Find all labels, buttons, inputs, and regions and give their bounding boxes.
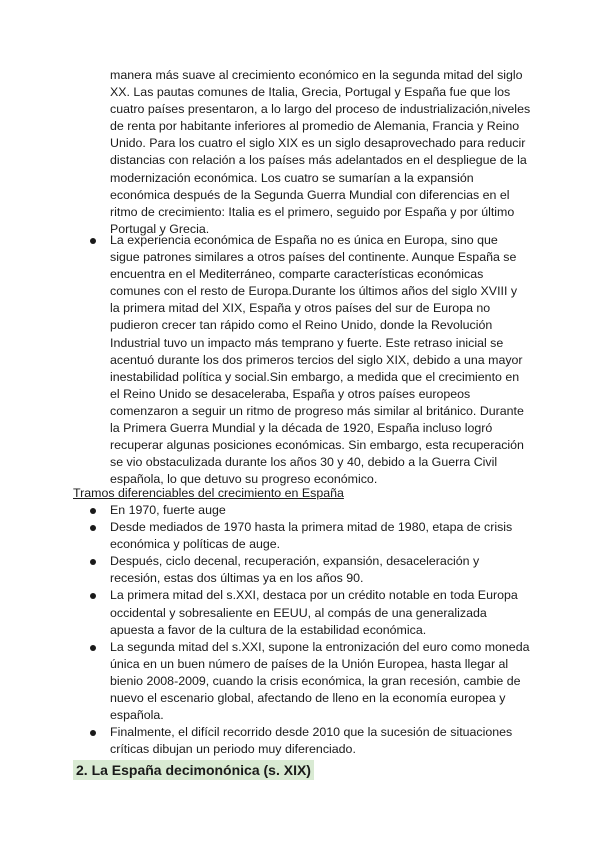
- list-item: [110, 587, 530, 638]
- section-title: 2. La España decimonónica (s. XIX): [73, 760, 314, 780]
- list-item: [110, 232, 530, 488]
- list-item: [110, 502, 530, 519]
- list-item-text: Desde mediados de 1970 hasta la primera mitad de 1980, etapa de crisis económica y políticas de auge.: [110, 520, 513, 552]
- bullet-icon: [90, 559, 96, 565]
- list-item-text: La experiencia económica de España no es única en Europa, sino que sigue patrones similares a otros países del continente. Aunque España se encuentra en el Mediterráneo, comparte características económicas comunes con el resto de Europa.Durante los últimos años del siglo XVIII y la primera mitad del XIX, España y otros países del sur de Europa no pudieron crecer tan rápido como el Reino Unido, donde la Revolución Industrial tuvo un impacto más temprano y fuerte. Este retraso inicial se acentuó durante los dos primeros tercios del siglo XIX, debido a una mayor inestabilidad política y social.Sin embargo, a medida que el crecimiento en el Reino Unido se desaceleraba, España y otros países europeos comenzaron a seguir un ritmo de progreso más similar al británico. Durante la Primera Guerra Mundial y la década de 1920, España incluso logró recuperar algunas posiciones económicas. Sin embargo, esta recuperación se vio obstaculizada durante los años 30 y 40, debido a la Guerra Civil española, lo que detuvo su progreso económico.: [110, 233, 524, 487]
- bullet-icon: [90, 525, 96, 531]
- list-item-text: En 1970, fuerte auge: [110, 503, 226, 517]
- bullet-icon: [90, 508, 96, 514]
- list-item: [110, 724, 530, 758]
- bullet-icon: [90, 593, 96, 599]
- list-item-text: Después, ciclo decenal, recuperación, expansión, desaceleración y recesión, estas dos últimas ya en los años 90.: [110, 554, 480, 586]
- list-item-text: Finalmente, el difícil recorrido desde 2010 que la sucesión de situaciones críticas dibujan un periodo muy diferenciado.: [110, 725, 513, 757]
- bullet-icon: [90, 645, 96, 651]
- subsection-heading: Tramos diferenciables del crecimiento en España: [73, 486, 344, 500]
- tramos-bullet-list: [110, 502, 530, 758]
- continuation-paragraph: manera más suave al crecimiento económico en la segunda mitad del siglo XX. Las pautas comunes de Italia, Grecia, Portugal y España fue que los cuatro países presentaron, a lo largo del proceso de industrialización,niveles de renta por habitante inferiores al promedio de Alemania, Francia y Reino Unido. Para los cuatro el siglo XIX es un siglo desaprovechado para reducir distancias con relación a los países más adelantados en el despliegue de la modernización económica. Los cuatro se sumarían a la expansión económica después de la Segunda Guerra Mundial con diferencias en el ritmo de crecimiento: Italia es el primero, seguido por España y por último Portugal y Grecia.: [110, 68, 531, 236]
- list-item: [110, 639, 530, 724]
- list-item-text: La segunda mitad del s.XXI, supone la entronización del euro como moneda única en un buen número de países de la Unión Europea, hasta llegar al bienio 2008-2009, cuando la crisis económica, la gran recesión, cambie de nuevo el escenario global, afectando de lleno en la economía europea y española.: [110, 639, 530, 723]
- list-item: [110, 553, 530, 587]
- list-item: [110, 519, 530, 553]
- main-bullet-list: [110, 232, 530, 488]
- bullet-icon: [90, 238, 96, 244]
- list-item-text: La primera mitad del s.XXI, destaca por un crédito notable en toda Europa occidental y sobresaliente en EEUU, al compás de una generalizada apuesta a favor de la cultura de la estabilidad económica.: [110, 588, 518, 637]
- bullet-icon: [90, 730, 96, 736]
